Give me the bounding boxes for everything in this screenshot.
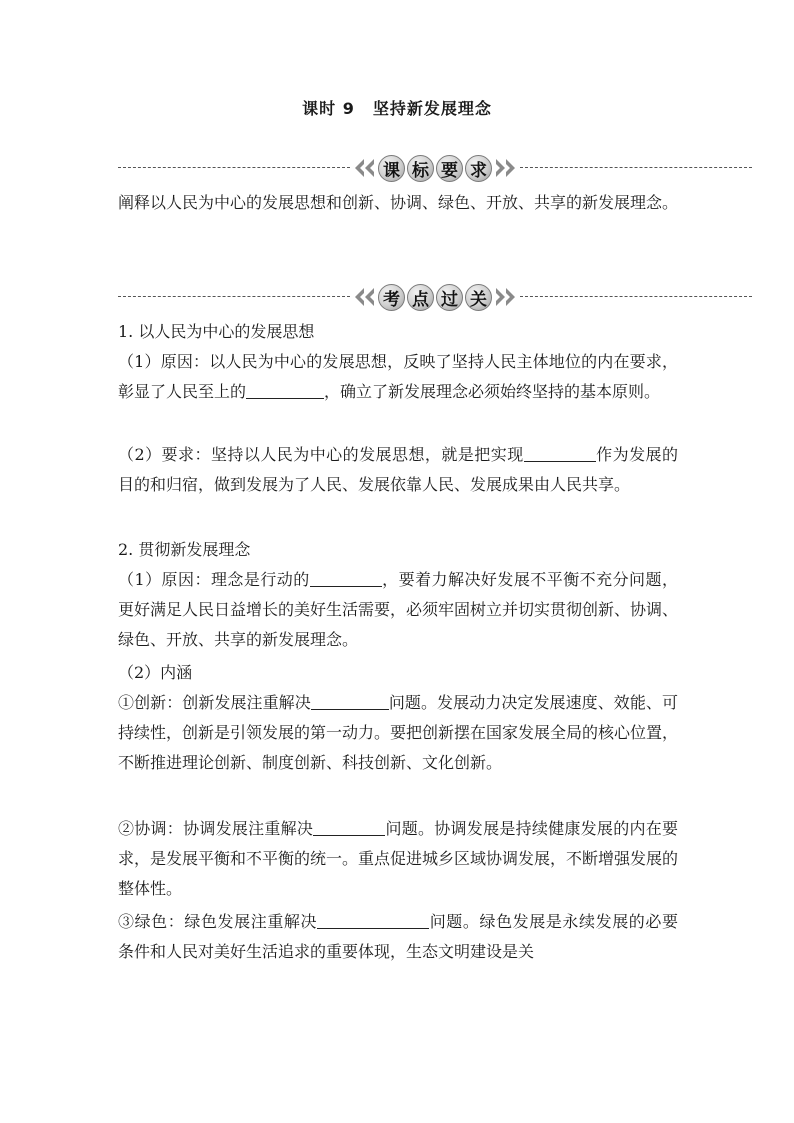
fill-blank[interactable]	[310, 568, 382, 587]
text-run: （1）原因：以人民为中心的发展思想，反映了坚持人民主体地位的内在要求，彰显了人民至上的	[118, 352, 678, 401]
text-run: ，要着力解决好发展不平衡不充分问题，更好满足人民日益增长的美好生活需要，必须牢固树立并切实贯彻创新、协调、绿色、开放、共享的新发展理念。	[118, 570, 679, 649]
badge-char: 点	[407, 284, 434, 311]
lesson-number: 课时 9	[302, 99, 355, 118]
badge-char: 关	[465, 284, 492, 311]
green-paragraph	[118, 907, 678, 967]
text-run: （2）要求：坚持以人民为中心的发展思想，就是把实现	[118, 445, 524, 464]
standards-text: 阐释以人民为中心的发展思想和创新、协调、绿色、开放、共享的新发展理念。	[118, 193, 679, 212]
coordination-paragraph	[118, 814, 678, 904]
badge-char: 课	[378, 155, 405, 182]
text-run: ②协调：协调发展注重解决	[118, 819, 314, 838]
text-run: 问题。发展动力决定发展速度、效能、可持续性，创新是引领发展的第一动力。要把创新摆在国家发展全局的核心位置，不断推进理论创新、制度创新、科技创新、文化创新。	[118, 693, 679, 772]
dashed-rule-right	[520, 296, 752, 297]
section-badge-keypoints	[350, 281, 520, 313]
fill-blank[interactable]	[317, 910, 429, 929]
dashed-rule-right	[520, 167, 752, 168]
dashed-rule-left	[118, 296, 350, 297]
badge-char: 标	[407, 155, 434, 182]
heading-item-2: 2. 贯彻新发展理念	[118, 540, 251, 559]
section-divider-standards	[118, 152, 752, 184]
page-title	[0, 96, 794, 119]
section-divider-keypoints	[118, 281, 752, 313]
fill-blank[interactable]	[246, 380, 324, 399]
fill-blank[interactable]	[313, 817, 385, 836]
badge-char: 过	[436, 284, 463, 311]
fill-blank[interactable]	[524, 443, 596, 462]
text-run: （1）原因：理念是行动的	[118, 570, 310, 589]
double-chevron-left-icon	[354, 157, 376, 179]
badge-char: 求	[465, 155, 492, 182]
text-run: ①创新：创新发展注重解决	[118, 693, 311, 712]
double-chevron-right-icon	[494, 286, 516, 308]
item-2-reason	[118, 565, 678, 655]
innovation-paragraph	[118, 688, 678, 778]
text-run: 问题。协调发展是持续健康发展的内在要求，是发展平衡和不平衡的统一。重点促进城乡区域协调发展，不断增强发展的整体性。	[118, 819, 679, 898]
double-chevron-left-icon	[354, 286, 376, 308]
item-1-requirement	[118, 440, 678, 500]
fill-blank[interactable]	[311, 691, 389, 710]
section-badge-standards	[350, 152, 520, 184]
text-run: ，确立了新发展理念必须始终坚持的基本原则。	[324, 382, 661, 401]
dashed-rule-left	[118, 167, 350, 168]
text-run: 作为发展的目的和归宿，做到发展为了人民、发展依靠人民、发展成果由人民共享。	[118, 445, 678, 494]
text-run: 问题。绿色发展是永续发展的必要条件和人民对美好生活追求的重要体现，生态文明建设是关	[118, 912, 678, 961]
badge-char: 考	[378, 284, 405, 311]
item-2-connotation-heading: （2）内涵	[118, 663, 193, 682]
lesson-topic: 坚持新发展理念	[372, 99, 492, 118]
item-1-reason	[118, 347, 678, 407]
heading-item-1: 1. 以人民为中心的发展思想	[118, 322, 315, 341]
text-run: ③绿色：绿色发展注重解决	[118, 912, 318, 931]
double-chevron-right-icon	[494, 157, 516, 179]
badge-char: 要	[436, 155, 463, 182]
